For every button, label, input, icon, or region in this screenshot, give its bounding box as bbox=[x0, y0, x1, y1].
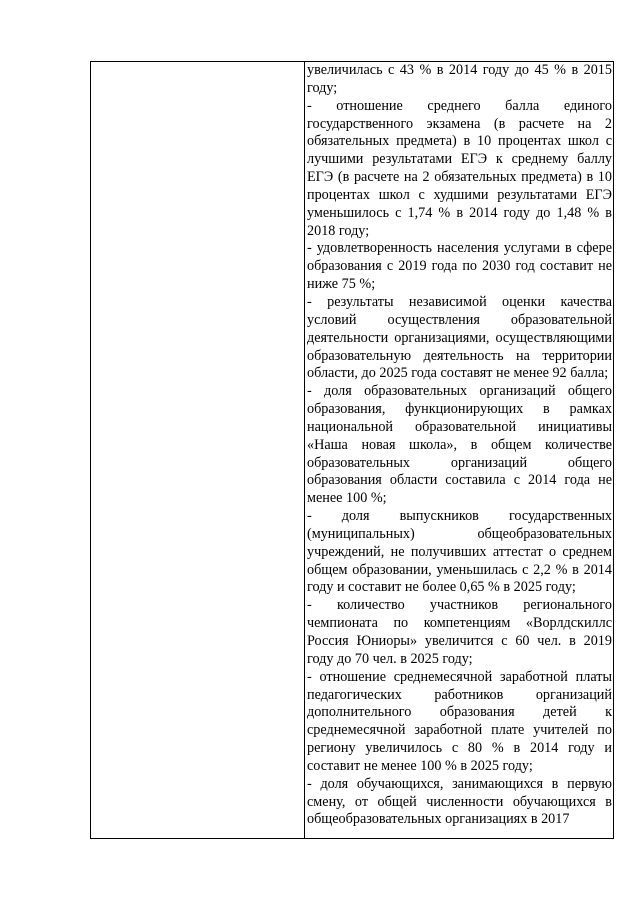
indicator-paragraph: - количество участников регионального чемпионата по компетенциям «Ворлдскиллс Россия Юниоры» увеличится с 60 чел. в 2019 году до 70 чел. в 2025 году; bbox=[307, 597, 612, 667]
left-column-cell bbox=[91, 62, 305, 838]
right-column-cell bbox=[305, 62, 613, 838]
indicator-paragraph: - доля образовательных организаций общего образования, функционирующих в рамках национальной образовательной инициативы «Наша новая школа», в общем количестве образовательных организаций общего образования области составила с 2014 года не менее 100 %; bbox=[307, 383, 612, 507]
indicator-paragraph: - результаты независимой оценки качества условий осуществления образовательной деятельности организациями, осуществляющими образовательную деятельность на территории области, до 2025 года составят не менее 92 балла; bbox=[307, 293, 612, 382]
indicator-paragraph: - доля обучающихся, занимающихся в первую смену, от общей численности обучающихся в общеобразовательных организациях в 2017 bbox=[307, 775, 612, 828]
indicator-paragraph: - отношение среднемесячной заработной платы педагогических работников организаций дополнительного образования детей к среднемесячной заработной плате учителей по региону увеличилось с 80 % в 2014 году и составит не менее 100 % в 2025 году; bbox=[307, 668, 612, 774]
indicator-paragraph: - доля выпускников государственных (муниципальных) общеобразовательных учреждений, не получивших аттестат о среднем общем образовании, уменьшилась с 2,2 % в 2014 году и составит не более 0,65 % в 2025 году; bbox=[307, 508, 612, 596]
document-table bbox=[90, 61, 614, 839]
indicator-paragraph: - отношение среднего балла единого государственного экзамена (в расчете на 2 обязательных предмета) в 10 процентах школ с лучшими результатами ЕГЭ к среднему баллу ЕГЭ (в расчете на 2 обязательных предмета) в 10 процентах школ с худшими результатами ЕГЭ уменьшилось с 1,74 % в 2014 году до 1,48 % в 2018 году; bbox=[307, 97, 612, 239]
indicator-paragraph: - удовлетворенность населения услугами в сфере образования с 2019 года по 2030 год составит не ниже 75 %; bbox=[307, 240, 612, 293]
indicator-paragraph: увеличилась с 43 % в 2014 году до 45 % в 2015 году; bbox=[307, 62, 612, 96]
